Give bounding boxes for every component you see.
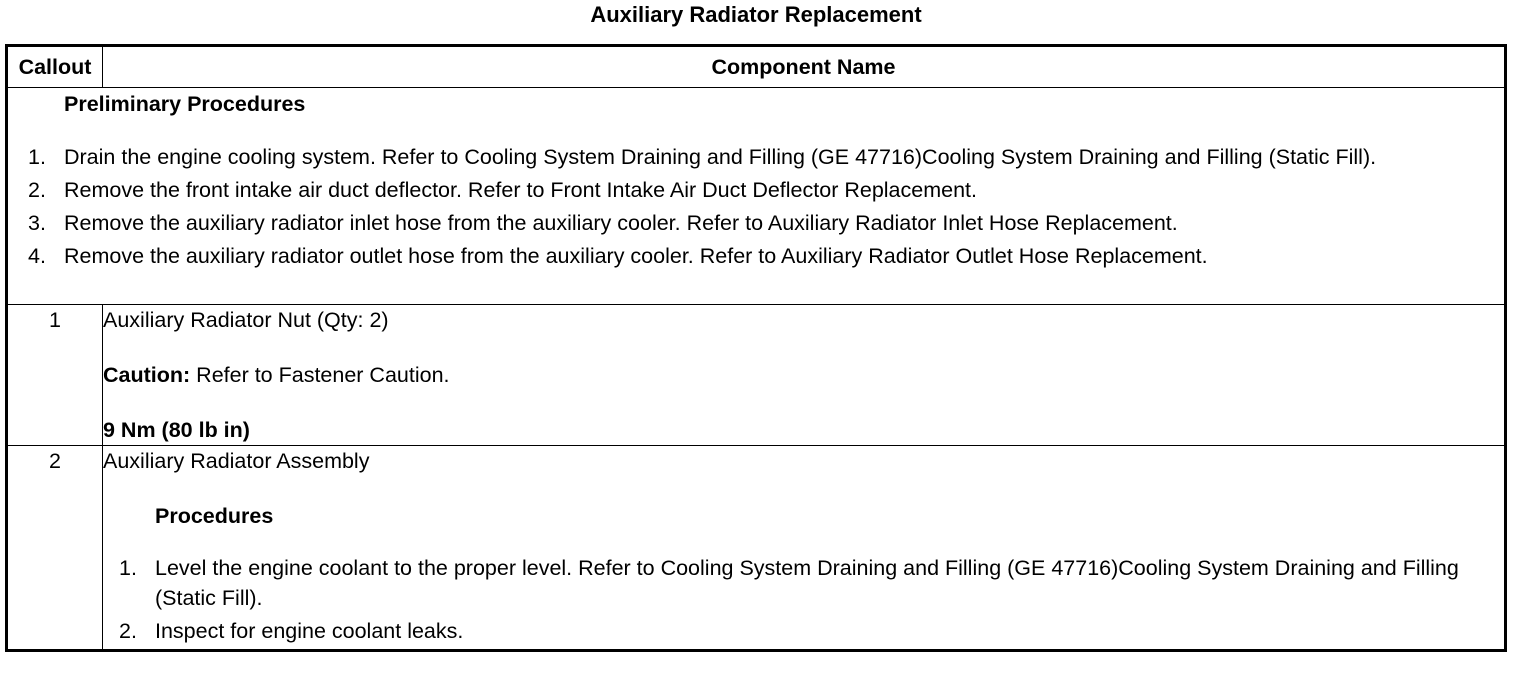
callout-number: 1 — [7, 305, 103, 446]
table-header-row — [7, 46, 1506, 88]
preliminary-procedures-heading: Preliminary Procedures — [64, 92, 306, 116]
torque-spec: 9 Nm (80 lb in) — [103, 418, 250, 442]
component-name-column-header: Component Name — [103, 46, 1506, 88]
step-number: 2. — [119, 619, 137, 643]
list-item — [8, 208, 1504, 238]
procedures-heading: Procedures — [155, 504, 274, 528]
step-text: Drain the engine cooling system. Refer to Cooling System Draining and Filling (GE 47716)Cooling System Draining and Filling (Static Fill). — [64, 145, 1377, 169]
step-number: 1. — [28, 145, 46, 169]
preliminary-procedures-cell — [7, 88, 1506, 305]
list-item — [103, 616, 1504, 646]
table-row — [7, 446, 1506, 651]
step-text: Level the engine coolant to the proper level. Refer to Cooling System Draining and Filling (GE 47716)Cooling System Draining and Filling (Static Fill). — [155, 556, 1459, 610]
page-title: Auxiliary Radiator Replacement — [590, 2, 922, 27]
caution-note — [103, 360, 1504, 390]
callout-number: 2 — [7, 446, 103, 651]
preliminary-steps-list — [8, 142, 1504, 271]
step-number: 4. — [28, 244, 46, 268]
step-number: 1. — [119, 556, 137, 580]
preliminary-procedures-row — [7, 88, 1506, 305]
step-text: Remove the auxiliary radiator outlet hose from the auxiliary cooler. Refer to Auxiliary Radiator Outlet Hose Replacement. — [64, 244, 1208, 268]
table-row — [7, 305, 1506, 446]
step-number: 3. — [28, 211, 46, 235]
component-cell — [103, 446, 1506, 651]
component-name: Auxiliary Radiator Nut (Qty: 2) — [103, 308, 389, 332]
step-text: Inspect for engine coolant leaks. — [155, 619, 464, 643]
procedure-steps-list — [103, 553, 1504, 646]
component-name: Auxiliary Radiator Assembly — [103, 449, 370, 473]
step-number: 2. — [28, 178, 46, 202]
callout-column-header: Callout — [7, 46, 103, 88]
list-item — [8, 175, 1504, 205]
caution-label: Caution: — [103, 363, 191, 387]
step-text: Remove the front intake air duct deflector. Refer to Front Intake Air Duct Deflector Replacement. — [64, 178, 977, 202]
procedure-table — [5, 44, 1507, 652]
list-item — [8, 241, 1504, 271]
list-item — [8, 142, 1504, 172]
list-item — [103, 553, 1504, 613]
component-cell — [103, 305, 1506, 446]
step-text: Remove the auxiliary radiator inlet hose from the auxiliary cooler. Refer to Auxiliary Radiator Inlet Hose Replacement. — [64, 211, 1178, 235]
caution-text: Refer to Fastener Caution. — [190, 363, 450, 387]
